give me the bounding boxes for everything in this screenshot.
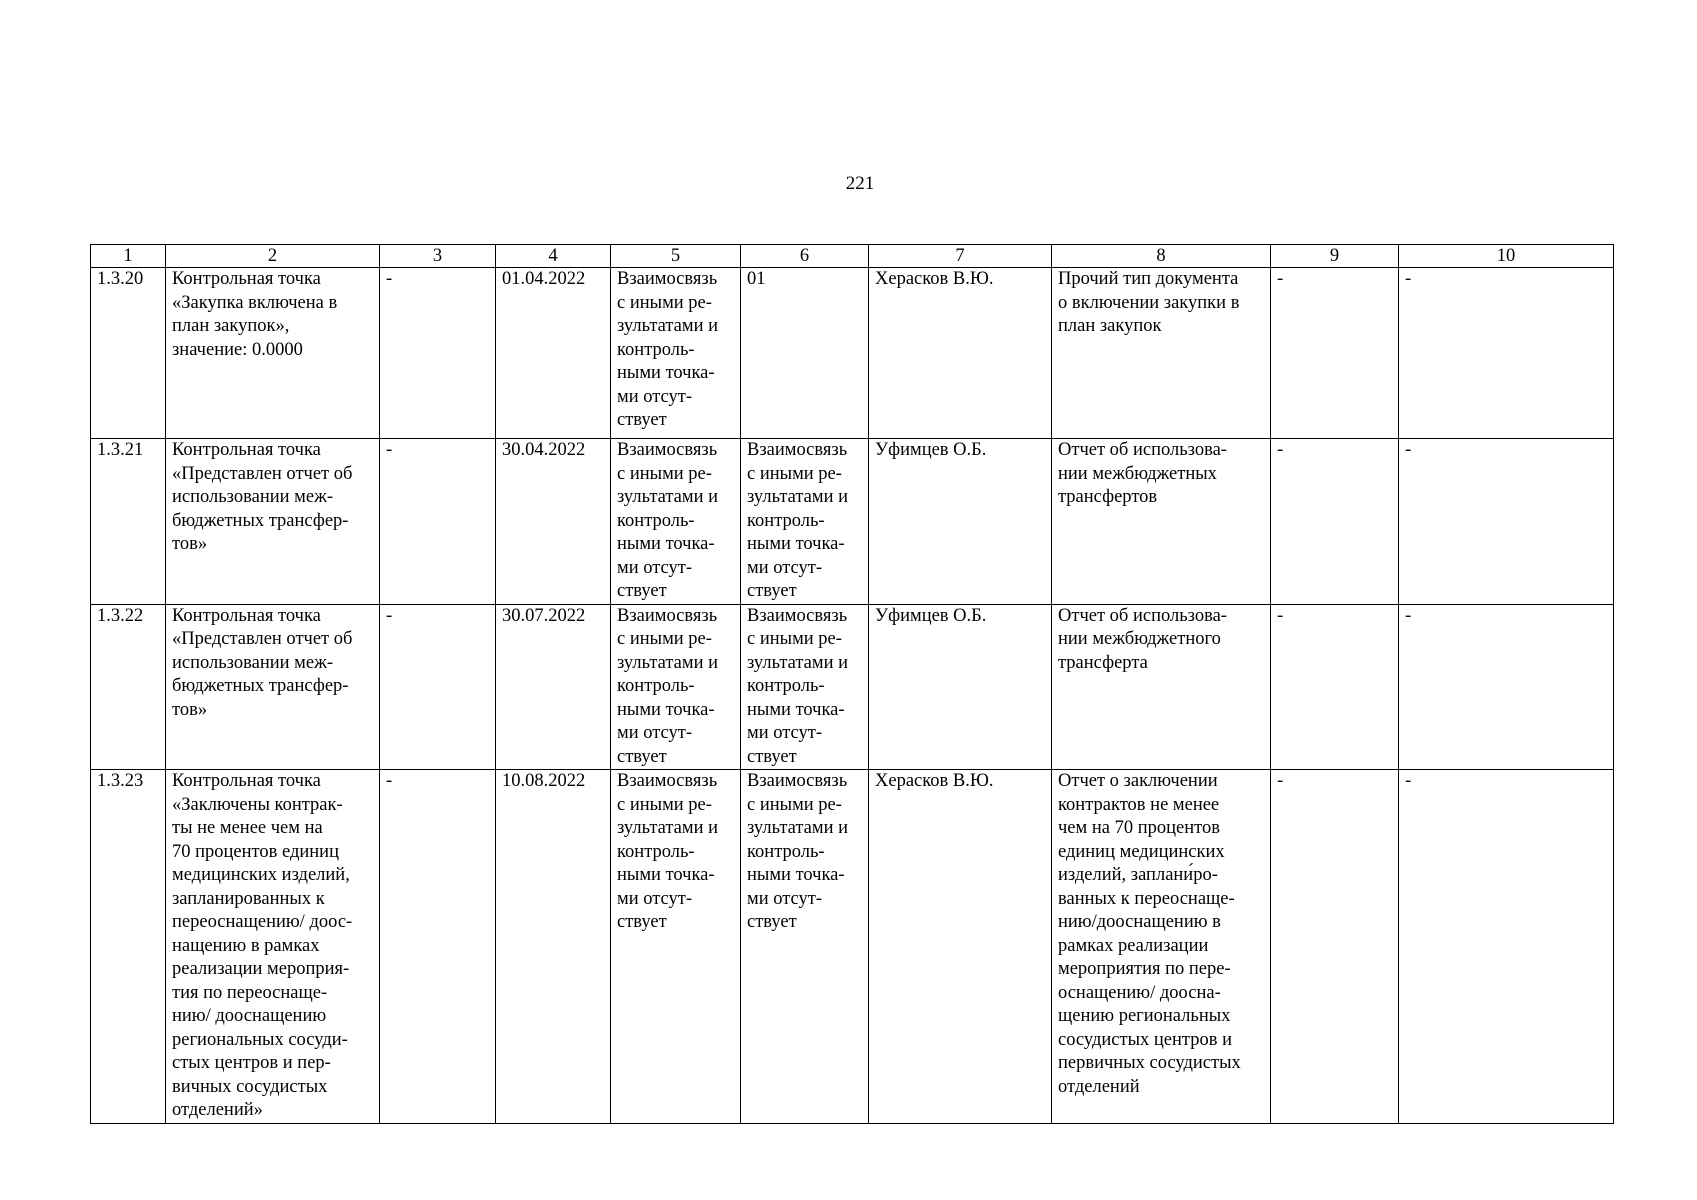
date-cell: 30.07.2022 [496,604,611,770]
document-type: Отчет об использова- нии межбюджетных трансфертов [1052,439,1271,605]
cell-col9: - [1271,770,1399,1124]
cell-col10: - [1399,604,1614,770]
table-row [91,770,1614,1124]
relation-cell: Взаимосвязь с иными ре- зультатами и контроль- ными точка- ми отсут- ствует [611,268,741,439]
column-header: 8 [1052,245,1271,268]
control-point-name: Контрольная точка «Представлен отчет об использовании меж- бюджетных трансфер- тов» [166,604,380,770]
control-point-name: Контрольная точка «Закупка включена в план закупок», значение: 0.0000 [166,268,380,439]
table-row [91,604,1614,770]
table-row [91,439,1614,605]
column-header: 10 [1399,245,1614,268]
column-header: 1 [91,245,166,268]
page-number: 221 [845,173,875,194]
cell-col10: - [1399,439,1614,605]
cell-col6: Взаимосвязь с иными ре- зультатами и контроль- ными точка- ми отсут- ствует [741,439,869,605]
cell-col6: Взаимосвязь с иными ре- зультатами и контроль- ными точка- ми отсут- ствует [741,604,869,770]
cell-col3: - [380,268,496,439]
control-point-name: Контрольная точка «Представлен отчет об использовании меж- бюджетных трансфер- тов» [166,439,380,605]
row-number: 1.3.23 [91,770,166,1124]
responsible-person: Херасков В.Ю. [869,268,1052,439]
column-header: 5 [611,245,741,268]
row-number: 1.3.20 [91,268,166,439]
date-cell: 01.04.2022 [496,268,611,439]
responsible-person: Уфимцев О.Б. [869,439,1052,605]
cell-col9: - [1271,439,1399,605]
row-number: 1.3.21 [91,439,166,605]
column-header: 7 [869,245,1052,268]
responsible-person: Уфимцев О.Б. [869,604,1052,770]
document-type: Отчет об использова- нии межбюджетного трансферта [1052,604,1271,770]
relation-cell: Взаимосвязь с иными ре- зультатами и контроль- ными точка- ми отсут- ствует [611,770,741,1124]
column-header: 9 [1271,245,1399,268]
column-header: 6 [741,245,869,268]
control-points-table [90,244,1614,1124]
control-point-name: Контрольная точка «Заключены контрак- ты не менее чем на 70 процентов единиц медицинских изделий, запланированных к переоснащению/ доос- нащению в рамках реализации мероприя- тия по переоснаще- нию/ дооснащению региональных сосуди- стых центров и пер- вичных сосудистых отделений» [166,770,380,1124]
table-row [91,268,1614,439]
column-header: 2 [166,245,380,268]
cell-col9: - [1271,604,1399,770]
column-header: 4 [496,245,611,268]
cell-col3: - [380,604,496,770]
cell-col6: 01 [741,268,869,439]
relation-cell: Взаимосвязь с иными ре- зультатами и контроль- ными точка- ми отсут- ствует [611,439,741,605]
date-cell: 30.04.2022 [496,439,611,605]
cell-col9: - [1271,268,1399,439]
cell-col6: Взаимосвязь с иными ре- зультатами и контроль- ными точка- ми отсут- ствует [741,770,869,1124]
cell-col10: - [1399,268,1614,439]
document-type: Прочий тип документа о включении закупки в план закупок [1052,268,1271,439]
row-number: 1.3.22 [91,604,166,770]
relation-cell: Взаимосвязь с иными ре- зультатами и контроль- ными точка- ми отсут- ствует [611,604,741,770]
cell-col3: - [380,770,496,1124]
cell-col10: - [1399,770,1614,1124]
responsible-person: Херасков В.Ю. [869,770,1052,1124]
cell-col3: - [380,439,496,605]
document-type: Отчет о заключении контрактов не менее чем на 70 процентов единиц медицинских изделий, заплани́ро- ванных к переоснаще- нию/дооснащению в рамках реализации мероприятия по пере- оснащению/ доосна- щению региональных сосудистых центров и первичных сосудистых отделений [1052,770,1271,1124]
column-header: 3 [380,245,496,268]
table-header-row [91,245,1614,268]
date-cell: 10.08.2022 [496,770,611,1124]
